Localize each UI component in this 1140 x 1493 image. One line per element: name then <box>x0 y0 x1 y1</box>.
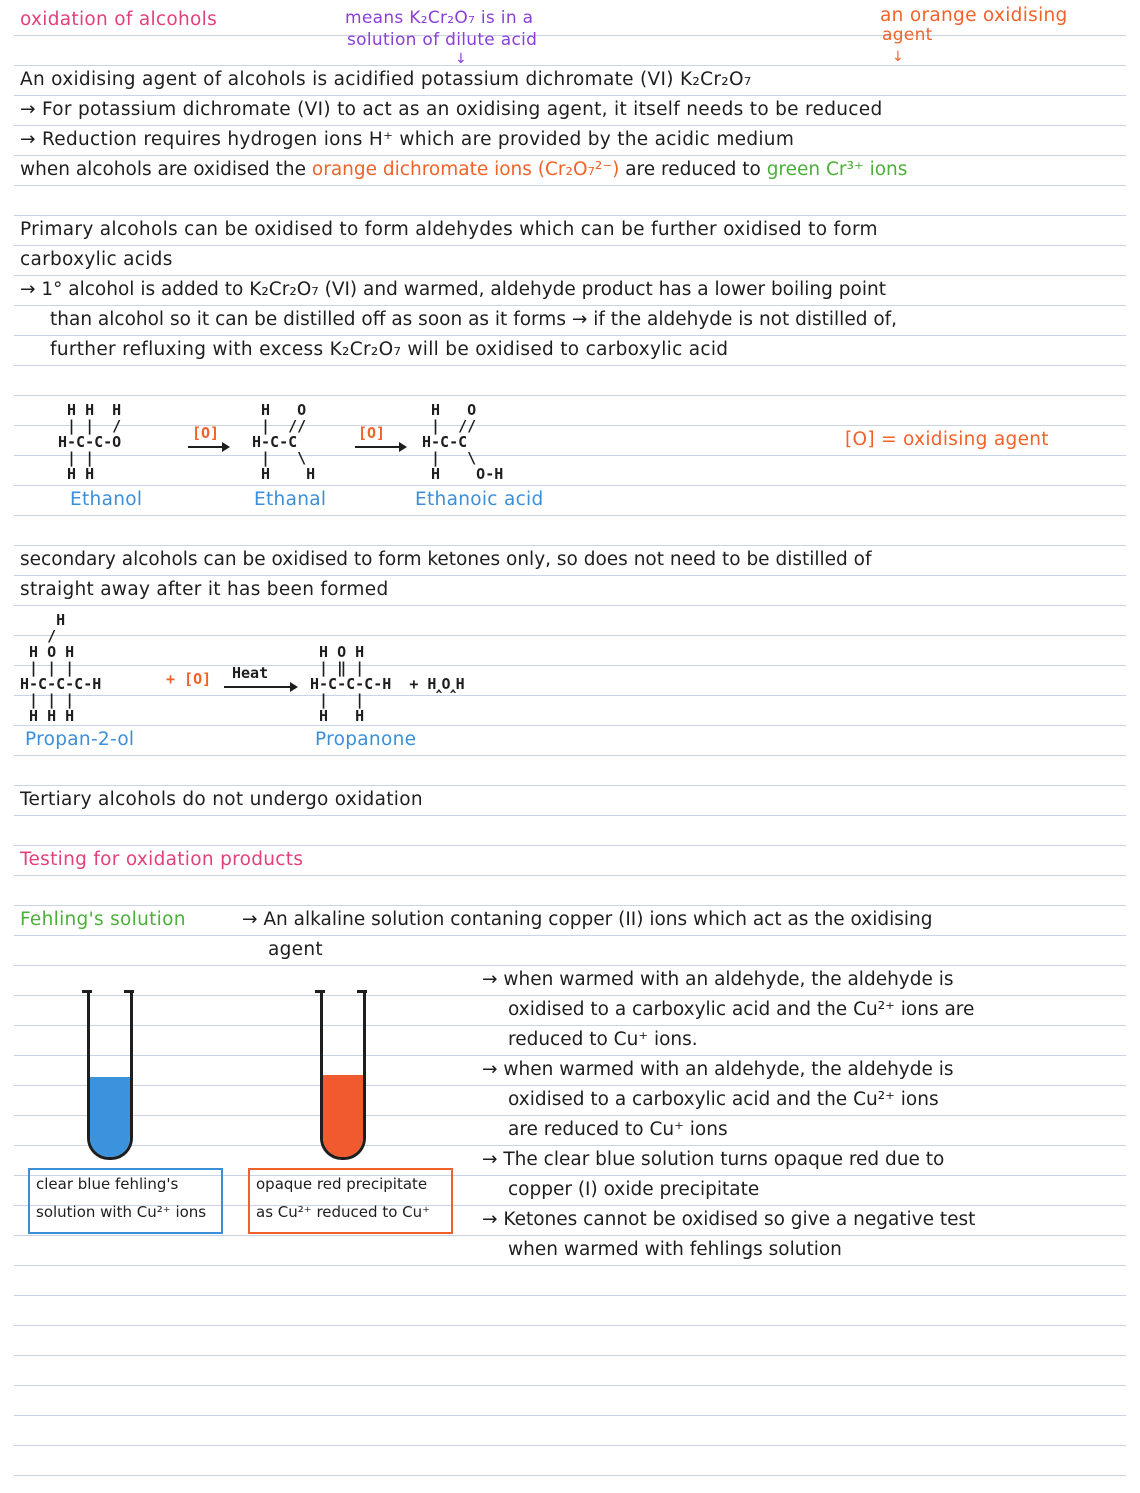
ruled-line <box>14 995 1126 996</box>
ruled-line <box>14 725 1126 726</box>
ruled-line <box>14 845 1126 846</box>
text-line: further refluxing with excess K₂Cr₂O₇ will be oxidised to carboxylic acid <box>50 339 729 360</box>
bullet-line: → The clear blue solution turns opaque red due to <box>482 1149 945 1170</box>
label-box-red <box>248 1168 453 1234</box>
text-line: → For potassium dichromate (VI) to act as an oxidising agent, it itself needs to be reduced <box>20 99 883 120</box>
bullet-line: when warmed with fehlings solution <box>508 1239 842 1260</box>
ruled-line <box>14 245 1126 246</box>
text-line: An oxidising agent of alcohols is acidified potassium dichromate (VI) K₂Cr₂O₇ <box>20 69 752 90</box>
page-title: oxidation of alcohols <box>20 9 218 30</box>
reaction-arrow <box>188 446 228 448</box>
label-propan-2-ol: Propan-2-ol <box>25 729 135 750</box>
ruled-line <box>14 485 1126 486</box>
ruled-line <box>14 1415 1126 1416</box>
ruled-line <box>14 1385 1126 1386</box>
highlight-green: green Cr³⁺ ions <box>766 159 908 180</box>
ruled-line <box>14 695 1126 696</box>
ruled-line <box>14 1145 1126 1146</box>
oxidant-label: [O] <box>358 424 386 442</box>
oxidant-key: [O] = oxidising agent <box>845 429 1049 450</box>
blue-solution <box>90 1077 130 1157</box>
bullet-line: oxidised to a carboxylic acid and the Cu²⁺ ions <box>508 1089 939 1110</box>
note-means: solution of dilute acid <box>347 30 538 50</box>
ruled-line <box>14 605 1126 606</box>
ruled-line <box>14 1265 1126 1266</box>
bullet-line: copper (I) oxide precipitate <box>508 1179 760 1200</box>
ruled-line <box>14 305 1126 306</box>
bullet-line: reduced to Cu⁺ ions. <box>508 1029 698 1050</box>
label-ethanal: Ethanal <box>254 489 327 510</box>
ethanoic-acid-structure: H O | // H-C-C | \ H O-H <box>422 401 504 483</box>
note-orange-agent: agent <box>882 25 933 45</box>
text-line: Primary alcohols can be oxidised to form aldehydes which can be further oxidised to form <box>20 219 878 240</box>
ruled-line <box>14 1235 1126 1236</box>
arrow-down-icon: ↓ <box>455 51 468 67</box>
ruled-line <box>14 545 1126 546</box>
bullet-line: → when warmed with an aldehyde, the aldehyde is <box>482 1059 954 1080</box>
box-text: solution with Cu²⁺ ions <box>36 1203 207 1221</box>
note-orange-agent: an orange oxidising <box>880 5 1068 26</box>
ruled-line <box>14 455 1126 456</box>
ruled-line <box>14 515 1126 516</box>
highlight-orange: orange dichromate ions (Cr₂O₇²⁻) <box>311 159 620 180</box>
plus-oxidant: + [O] <box>166 670 212 688</box>
text-line: agent <box>268 939 323 960</box>
text-line: carboxylic acids <box>20 249 173 270</box>
ruled-line <box>14 905 1126 906</box>
text-line: secondary alcohols can be oxidised to form ketones only, so does not need to be distilled of <box>20 549 872 570</box>
test-tube-blue <box>87 992 133 1160</box>
bullet-line: are reduced to Cu⁺ ions <box>508 1119 728 1140</box>
fehling-heading: Fehling's solution <box>20 909 186 930</box>
text-line: → An alkaline solution contaning copper (II) ions which act as the oxidising <box>242 909 933 930</box>
bullet-line: oxidised to a carboxylic acid and the Cu²⁺ ions are <box>508 999 975 1020</box>
ruled-line <box>14 425 1126 426</box>
oxidant-label: [O] <box>192 424 220 442</box>
arrow-down-icon: ↓ <box>892 49 905 65</box>
ethanol-structure: H H H | | / H-C-C-O | | H H <box>58 401 122 483</box>
ruled-line <box>14 215 1126 216</box>
text-line: Tertiary alcohols do not undergo oxidation <box>20 789 423 810</box>
ruled-line <box>14 755 1126 756</box>
ruled-line <box>14 785 1126 786</box>
reaction-arrow <box>224 686 296 688</box>
ruled-line <box>14 1445 1126 1446</box>
label-ethanol: Ethanol <box>70 489 143 510</box>
ruled-line <box>14 1025 1126 1026</box>
label-ethanoic-acid: Ethanoic acid <box>415 489 544 510</box>
box-text: opaque red precipitate <box>256 1175 428 1193</box>
ruled-line <box>14 575 1126 576</box>
bullet-line: → Ketones cannot be oxidised so give a negative test <box>482 1209 976 1230</box>
ruled-line <box>14 1475 1126 1476</box>
ethanal-structure: H O | // H-C-C | \ H H <box>252 401 316 483</box>
ruled-line <box>14 65 1126 66</box>
test-tube-red <box>320 992 366 1160</box>
red-precipitate <box>323 1075 363 1157</box>
bullet-line: → when warmed with an aldehyde, the aldehyde is <box>482 969 954 990</box>
ruled-line <box>14 1295 1126 1296</box>
note-means: means K₂Cr₂O₇ is in a <box>345 8 534 28</box>
ruled-line <box>14 155 1126 156</box>
ruled-line <box>14 935 1126 936</box>
ruled-line <box>14 1325 1126 1326</box>
propan-2-ol-structure: H / H O H | | | H-C-C-C-H | | | H H H <box>20 611 102 725</box>
box-text: clear blue fehling's <box>36 1175 179 1193</box>
label-box-blue <box>28 1168 223 1234</box>
ruled-line <box>14 875 1126 876</box>
ruled-line <box>14 635 1126 636</box>
ruled-line <box>14 125 1126 126</box>
text-line: than alcohol so it can be distilled off as soon as it forms → if the aldehyde is not distilled of, <box>50 309 898 330</box>
reaction-arrow <box>355 446 405 448</box>
ruled-line <box>14 35 1126 36</box>
ruled-line <box>14 275 1126 276</box>
ruled-line <box>14 395 1126 396</box>
ruled-line <box>14 965 1126 966</box>
propanone-structure: H O H | ‖ | H-C-C-C-H + H‸O‸H | | H H <box>310 643 465 725</box>
ruled-line <box>14 335 1126 336</box>
box-text: as Cu²⁺ reduced to Cu⁺ <box>256 1203 431 1221</box>
ruled-line <box>14 665 1126 666</box>
text-line <box>20 158 907 182</box>
ruled-line <box>14 1115 1126 1116</box>
ruled-line <box>14 185 1126 186</box>
ruled-line <box>14 1085 1126 1086</box>
text: are reduced to <box>619 159 767 180</box>
heat-label: Heat <box>232 664 269 682</box>
ruled-line <box>14 815 1126 816</box>
label-propanone: Propanone <box>315 729 417 750</box>
text-line: → 1° alcohol is added to K₂Cr₂O₇ (VI) and warmed, aldehyde product has a lower boiling point <box>20 279 886 300</box>
ruled-line <box>14 365 1126 366</box>
text-line: → Reduction requires hydrogen ions H⁺ which are provided by the acidic medium <box>20 129 795 150</box>
text: when alcohols are oxidised the <box>20 159 312 180</box>
text-line: straight away after it has been formed <box>20 579 389 600</box>
ruled-line <box>14 95 1126 96</box>
section-heading: Testing for oxidation products <box>20 849 304 870</box>
ruled-line <box>14 1355 1126 1356</box>
ruled-line <box>14 1055 1126 1056</box>
